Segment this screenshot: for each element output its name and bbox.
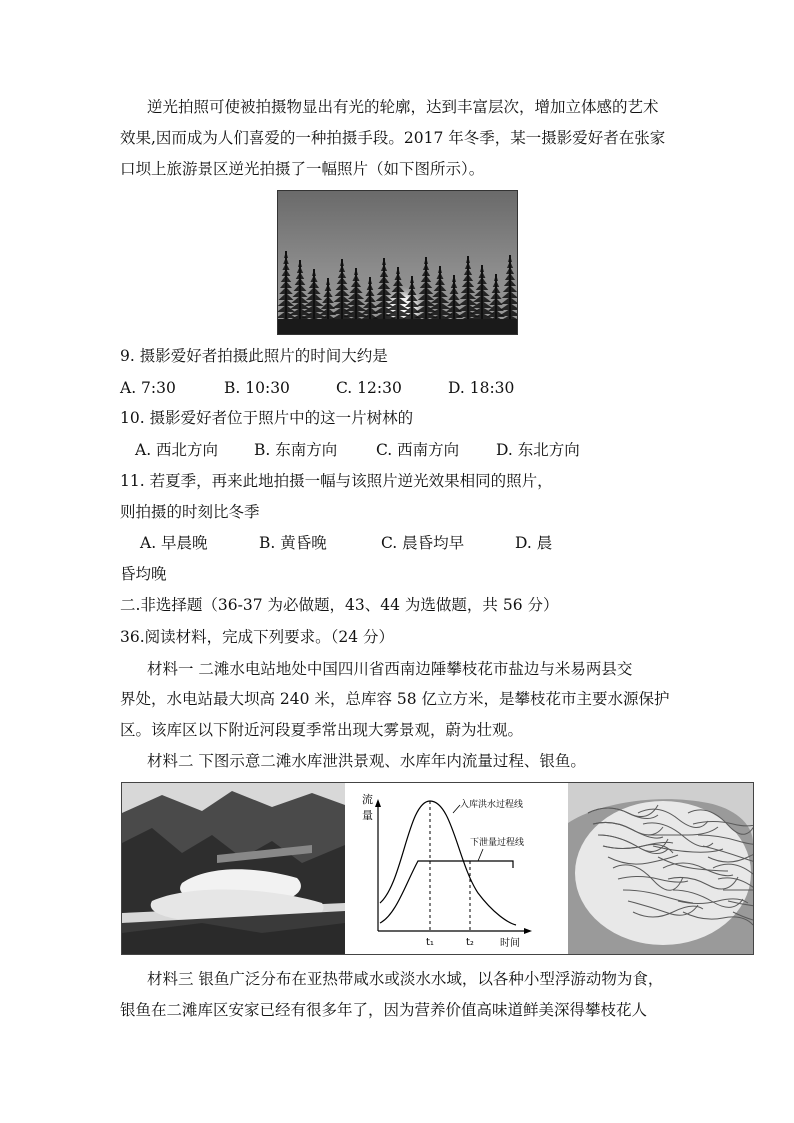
outflow-label: 下泄量过程线 xyxy=(470,838,525,848)
t2-label: t₂ xyxy=(466,937,474,948)
q9-stem: 9. 摄影爱好者拍摄此照片的时间大约是 xyxy=(120,347,388,365)
q9-option-b[interactable]: B. 10:30 xyxy=(224,379,290,397)
q11-stem-line-1: 11. 若夏季，再来此地拍摄一幅与该照片逆光效果相同的照片， xyxy=(120,472,553,490)
q11-option-d-wrap: 昏均晚 xyxy=(120,565,167,583)
q11-stem-line-2: 则拍摄的时刻比冬季 xyxy=(120,503,260,521)
q11-option-b[interactable]: B. 黄昏晚 xyxy=(259,534,327,552)
q10-option-a[interactable]: A. 西北方向 xyxy=(135,441,219,459)
q10-stem: 10. 摄影爱好者位于照片中的这一片树林的 xyxy=(120,409,414,427)
intro-line-2: 效果,因而成为人们喜爱的一种拍摄手段。2017 年冬季，某一摄影爱好者在张家 xyxy=(120,129,666,147)
q10-option-d[interactable]: D. 东北方向 xyxy=(496,441,580,459)
t1-label: t₁ xyxy=(426,937,434,948)
q11-option-d[interactable]: D. 晨 xyxy=(515,534,553,552)
material2-figure xyxy=(121,782,754,955)
material1-line-1: 材料一 二滩水电站地处中国四川省西南边陲攀枝花市盐边与米易两县交 xyxy=(147,660,633,678)
material3-line-1: 材料三 银鱼广泛分布在亚热带咸水或淡水水域，以各种小型浮游动物为食， xyxy=(147,970,664,988)
material1-line-3: 区。该库区以下附近河段夏季常出现大雾景观，蔚为壮观。 xyxy=(120,721,524,739)
q9-option-a[interactable]: A. 7:30 xyxy=(120,379,176,397)
q36-stem: 36.阅读材料，完成下列要求。（24 分） xyxy=(120,628,395,646)
dam-discharge-photo xyxy=(122,783,345,954)
intro-line-3: 口坝上旅游景区逆光拍摄了一幅照片（如下图所示）。 xyxy=(120,160,485,178)
flow-xlabel: 时间 xyxy=(500,938,520,949)
q9-options xyxy=(120,377,720,399)
intro-line-1: 逆光拍照可使被拍摄物显出有光的轮廓，达到丰富层次，增加立体感的艺术 xyxy=(147,98,659,116)
material2-text: 材料二 下图示意二滩水库泄洪景观、水库年内流量过程、银鱼。 xyxy=(147,752,586,770)
backlit-forest-photo xyxy=(277,190,518,335)
material1-line-2: 界处，水电站最大坝高 240 米，总库容 58 亿立方米，是攀枝花市主要水源保护 xyxy=(120,690,670,708)
q11-option-a[interactable]: A. 早晨晚 xyxy=(140,534,208,552)
q10-option-c[interactable]: C. 西南方向 xyxy=(376,441,460,459)
inflow-label: 入库洪水过程线 xyxy=(460,800,524,810)
silverfish-photo xyxy=(568,783,753,954)
flow-process-chart xyxy=(348,783,548,954)
q9-option-d[interactable]: D. 18:30 xyxy=(448,379,515,397)
flow-ylabel-1: 流 xyxy=(362,793,373,806)
q9-option-c[interactable]: C. 12:30 xyxy=(336,379,402,397)
q11-option-c[interactable]: C. 晨昏均早 xyxy=(381,534,465,552)
q10-options xyxy=(135,439,735,461)
q11-options xyxy=(140,532,740,554)
q10-option-b[interactable]: B. 东南方向 xyxy=(254,441,338,459)
material3-line-2: 银鱼在二滩库区安家已经有很多年了，因为营养价值高味道鲜美深得攀枝花人 xyxy=(120,1001,648,1019)
section2-heading: 二.非选择题（36-37 为必做题，43、44 为选做题，共 56 分） xyxy=(120,596,559,614)
flow-ylabel-2: 量 xyxy=(362,809,373,822)
